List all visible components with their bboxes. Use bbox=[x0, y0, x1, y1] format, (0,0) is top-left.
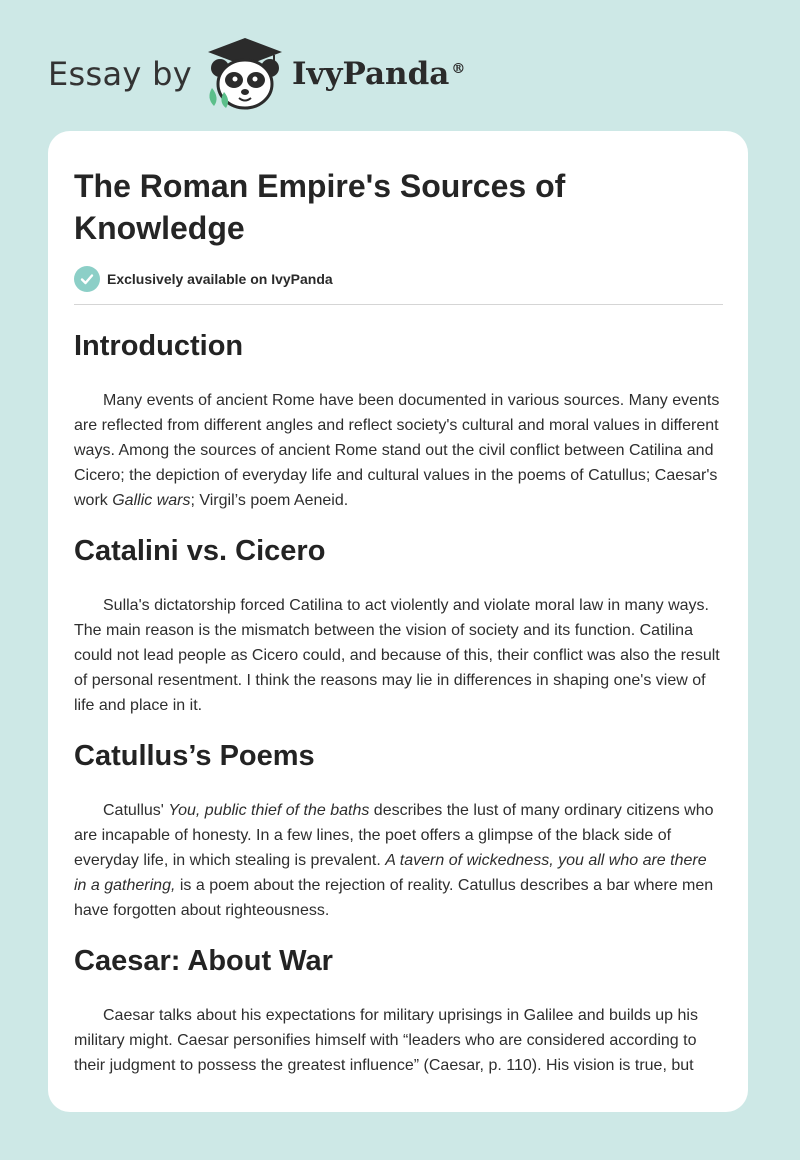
section-paragraph bbox=[74, 593, 723, 718]
section-paragraph bbox=[74, 388, 723, 513]
text-run: is a poem about the rejection of reality. Catullus describes a bar where men have forgotten about righteousness. bbox=[74, 877, 714, 919]
panda-graduate-logo-icon[interactable] bbox=[206, 36, 284, 112]
text-run: Caesar talks about his expectations for military uprisings in Galilee and builds up his military might. Caesar personifies himself with “leaders who are considered according to their judgment to possess the greatest influence” (Caesar, p. 110). His vision is true, but bbox=[74, 1007, 698, 1074]
divider bbox=[74, 304, 723, 305]
italic-title: A tavern of wickedness, you all who are there in a gathering, bbox=[74, 852, 707, 894]
text-run: Catullus' bbox=[103, 802, 169, 819]
italic-title: You, public thief of the baths bbox=[168, 802, 370, 819]
brand-name[interactable] bbox=[292, 56, 465, 92]
italic-title: Gallic wars bbox=[112, 492, 191, 509]
section-catalini-vs-cicero bbox=[74, 533, 723, 718]
text-run: Sulla's dictatorship forced Catilina to act violently and violate moral law in many ways. The main reason is the mismatch between the vision of society and its function. Catilina could not lead people as Cicero could, and because of this, their conflict was also the result of personal resentment. I think the reasons may lie in differences in shaping one's view of life and place in it. bbox=[74, 597, 720, 714]
brand-label: IvyPanda bbox=[291, 56, 450, 92]
section-heading: Catalini vs. Cicero bbox=[74, 535, 326, 567]
exclusive-badge bbox=[74, 266, 723, 292]
section-heading: Catullus’s Poems bbox=[74, 740, 315, 772]
badge-label: Exclusively available on IvyPanda bbox=[107, 271, 333, 287]
section-introduction bbox=[74, 328, 723, 513]
essay-content bbox=[74, 165, 723, 1078]
section-heading: Caesar: About War bbox=[74, 945, 333, 977]
text-run: describes the lust of many ordinary citizens who are incapable of honesty. In a few lines, the poet offers a glimpse of the black side of everyday life, in which stealing is prevalent. bbox=[74, 802, 714, 869]
essay-by-label: Essay by bbox=[48, 55, 192, 93]
section-paragraph bbox=[74, 1003, 723, 1078]
section-paragraph bbox=[74, 798, 723, 923]
section-caesar-about-war bbox=[74, 943, 723, 1078]
page-title: The Roman Empire's Sources of Knowledge bbox=[74, 168, 566, 246]
essay-card bbox=[48, 131, 748, 1112]
check-circle-icon bbox=[74, 266, 100, 292]
text-run: ; Virgil’s poem Aeneid. bbox=[190, 492, 349, 509]
section-heading: Introduction bbox=[74, 330, 244, 362]
section-catullus-poems bbox=[74, 738, 723, 923]
site-header bbox=[48, 36, 508, 112]
registered-mark: ® bbox=[451, 60, 466, 77]
text-run: Many events of ancient Rome have been documented in various sources. Many events are reflected from different angles and reflect society's cultural and moral values in different ways. Among the sources of ancient Rome stand out the civil conflict between Catilina and Cicero; the depiction of everyday life and cultural values in the poems of Catullus; Caesar's work bbox=[74, 392, 720, 509]
